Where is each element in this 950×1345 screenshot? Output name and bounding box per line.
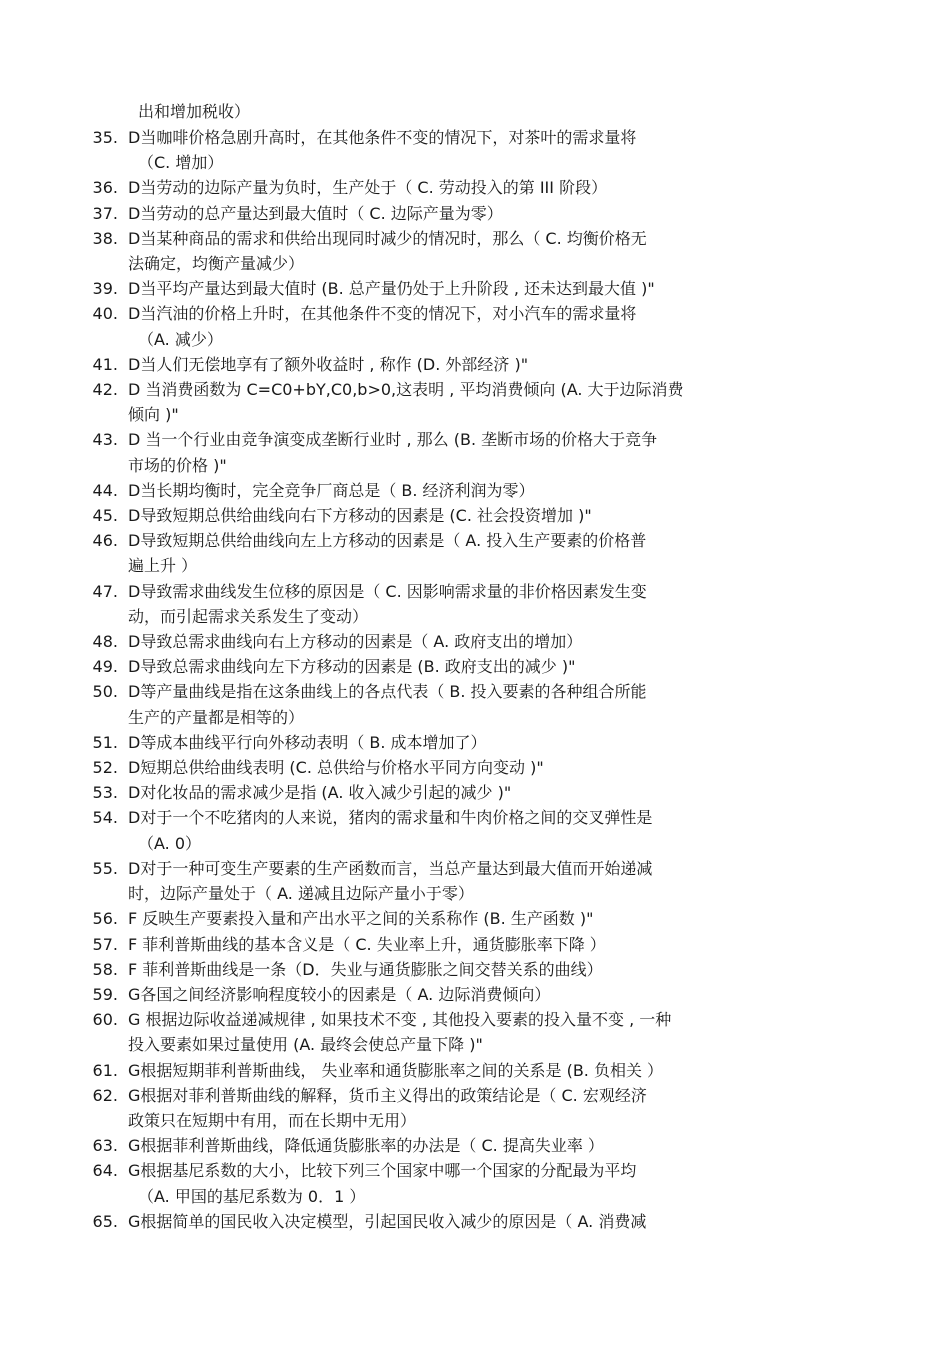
list-item (0, 377, 950, 427)
item-line: 法确定，均衡产量减少） (128, 254, 305, 274)
list-item (0, 982, 950, 1007)
item-line: 倾向 )" (128, 405, 179, 425)
item-text (128, 1058, 758, 1083)
list-item (0, 1133, 950, 1158)
list-item (0, 579, 950, 629)
list-item (0, 276, 950, 301)
item-line: D 当一个行业由竞争演变成垄断行业时 , 那么 (B. 垄断市场的价格大于竞争 (128, 430, 658, 450)
list-item (0, 957, 950, 982)
item-text (128, 856, 758, 906)
item-line: D当劳动的边际产量为负时，生产处于（ C. 劳动投入的第 III 阶段） (128, 178, 608, 198)
list-item (0, 856, 950, 906)
item-text (128, 654, 758, 679)
item-line: G各国之间经济影响程度较小的因素是（ A. 边际消费倾向） (128, 984, 551, 1004)
list-item (0, 427, 950, 477)
item-text (128, 780, 758, 805)
item-text (128, 201, 758, 226)
item-number: 50. (92, 682, 118, 702)
item-line: G根据基尼系数的大小，比较下列三个国家中哪一个国家的分配最为平均 (128, 1161, 637, 1181)
item-line: D当人们无偿地享有了额外收益时 , 称作 (D. 外部经济 )" (128, 354, 529, 374)
item-line: （A. 减少） (138, 329, 223, 349)
list-item (0, 1058, 950, 1083)
item-text (128, 352, 758, 377)
item-line: 生产的产量都是相等的） (128, 707, 305, 727)
list-item (0, 805, 950, 855)
list-item (0, 780, 950, 805)
item-number: 35. (92, 128, 118, 147)
item-text (128, 427, 758, 477)
list-item (0, 301, 950, 351)
item-text (128, 730, 758, 755)
item-number: 39. (92, 279, 118, 299)
item-line: 政策只在短期中有用，而在长期中无用） (128, 1110, 417, 1130)
item-line: D导致总需求曲线向右上方移动的因素是（ A. 政府支出的增加） (128, 632, 583, 652)
continued-text: 出和增加税收） (138, 102, 251, 121)
item-number: 48. (92, 632, 118, 652)
list-item (0, 503, 950, 528)
item-line: D对于一种可变生产要素的生产函数而言，当总产量达到最大值而开始递减 (128, 858, 653, 878)
item-number: 53. (92, 783, 118, 803)
item-text (128, 125, 758, 175)
list-item (0, 352, 950, 377)
item-line: （A. 0） (138, 833, 202, 853)
item-line: G根据简单的国民收入决定模型，引起国民收入减少的原因是（ A. 消费减 (128, 1211, 647, 1231)
item-text (128, 478, 758, 503)
item-line: F 菲利普斯曲线是一条（D．失业与通货膨胀之间交替关系的曲线） (128, 959, 603, 979)
item-line: D当汽油的价格上升时，在其他条件不变的情况下，对小汽车的需求量将 (128, 304, 637, 324)
item-text (128, 503, 758, 528)
item-text (128, 805, 758, 855)
item-number: 38. (92, 228, 118, 248)
list-item (0, 175, 950, 200)
list-item (0, 1083, 950, 1133)
item-text (128, 1133, 758, 1158)
item-line: D导致短期总供给曲线向左上方移动的因素是（ A. 投入生产要素的价格普 (128, 531, 647, 551)
item-line: 动，而引起需求关系发生了变动） (128, 606, 369, 626)
item-text (128, 528, 758, 578)
list-item (0, 629, 950, 654)
list-item (0, 201, 950, 226)
item-number: 58. (92, 959, 118, 979)
item-number: 43. (92, 430, 118, 450)
item-number: 65. (92, 1211, 118, 1231)
item-number: 46. (92, 531, 118, 551)
item-number: 59. (92, 984, 118, 1004)
item-text (128, 276, 758, 301)
item-number: 42. (92, 380, 118, 400)
item-text (128, 1158, 758, 1208)
item-text (128, 629, 758, 654)
item-number: 62. (92, 1085, 118, 1105)
list-item (0, 906, 950, 931)
item-text (128, 957, 758, 982)
item-number: 52. (92, 758, 118, 778)
list-item (0, 478, 950, 503)
item-line: D等成本曲线平行向外移动表明（ B. 成本增加了） (128, 732, 487, 752)
item-line: G根据短期菲利普斯曲线， 失业率和通货膨胀率之间的关系是 (B. 负相关 ） (128, 1060, 664, 1080)
list-item (0, 654, 950, 679)
item-line: D导致总需求曲线向左下方移动的因素是 (B. 政府支出的减少 )" (128, 657, 576, 677)
item-line: 遍上升 ） (128, 556, 198, 576)
item-text (128, 175, 758, 200)
item-line: F 反映生产要素投入量和产出水平之间的关系称作 (B. 生产函数 )" (128, 909, 594, 929)
list-item (0, 932, 950, 957)
item-number: 54. (92, 808, 118, 828)
item-text (128, 1209, 758, 1234)
item-text (128, 1007, 758, 1057)
item-line: D当长期均衡时，完全竞争厂商总是（ B. 经济利润为零） (128, 480, 535, 500)
item-line: 市场的价格 )" (128, 455, 227, 475)
list-item (0, 730, 950, 755)
item-text (128, 226, 758, 276)
list-item (0, 226, 950, 276)
item-text (128, 932, 758, 957)
item-number: 60. (92, 1010, 118, 1030)
item-line: D当平均产量达到最大值时 (B. 总产量仍处于上升阶段 , 还未达到最大值 )" (128, 279, 655, 299)
list-item (0, 679, 950, 729)
item-text (128, 755, 758, 780)
item-number: 55. (92, 858, 118, 878)
item-number: 51. (92, 732, 118, 752)
list-item (0, 125, 950, 175)
list-item (0, 528, 950, 578)
item-line: D等产量曲线是指在这条曲线上的各点代表（ B. 投入要素的各种组合所能 (128, 682, 647, 702)
item-line: （A. 甲国的基尼系数为 0．1 ） (138, 1186, 366, 1206)
item-line: D当劳动的总产量达到最大值时（ C. 边际产量为零） (128, 203, 503, 223)
item-number: 64. (92, 1161, 118, 1181)
item-line: F 菲利普斯曲线的基本含义是（ C. 失业率上升，通货膨胀率下降 ） (128, 934, 606, 954)
list-item (0, 1007, 950, 1057)
item-line: G根据对菲利普斯曲线的解释，货币主义得出的政策结论是（ C. 宏观经济 (128, 1085, 647, 1105)
list-item (0, 1209, 950, 1234)
item-line: D对化妆品的需求减少是指 (A. 收入减少引起的减少 )" (128, 783, 512, 803)
item-line: G 根据边际收益递减规律 , 如果技术不变 , 其他投入要素的投入量不变 , 一种 (128, 1010, 672, 1030)
item-number: 57. (92, 934, 118, 954)
item-text (128, 301, 758, 351)
item-text (128, 1083, 758, 1133)
item-line: D对于一个不吃猪肉的人来说，猪肉的需求量和牛肉价格之间的交叉弹性是 (128, 808, 653, 828)
item-number: 49. (92, 657, 118, 677)
list-item (0, 755, 950, 780)
item-number: 47. (92, 581, 118, 601)
item-text (128, 377, 758, 427)
list-item (0, 1158, 950, 1208)
item-text (128, 679, 758, 729)
item-number: 63. (92, 1136, 118, 1156)
item-line: D短期总供给曲线表明 (C. 总供给与价格水平同方向变动 )" (128, 758, 544, 778)
item-number: 40. (92, 304, 118, 324)
item-line: D导致需求曲线发生位移的原因是（ C. 因影响需求量的非价格因素发生变 (128, 581, 647, 601)
item-number: 37. (92, 203, 118, 223)
question-list (0, 125, 950, 1234)
item-number: 45. (92, 506, 118, 526)
item-line: G根据菲利普斯曲线，降低通货膨胀率的办法是（ C. 提高失业率 ） (128, 1136, 604, 1156)
item-line: （C. 增加） (138, 153, 224, 173)
item-line: D导致短期总供给曲线向右下方移动的因素是 (C. 社会投资增加 )" (128, 506, 592, 526)
item-line: D当某种商品的需求和供给出现同时减少的情况时，那么（ C. 均衡价格无 (128, 228, 647, 248)
item-line: D 当消费函数为 C=C0+bY,C0,b>0,这表明 , 平均消费倾向 (A. 大于边际消费 (128, 380, 684, 400)
item-number: 61. (92, 1060, 118, 1080)
item-number: 36. (92, 178, 118, 198)
item-line: 时，边际产量处于（ A. 递减且边际产量小于零） (128, 884, 474, 904)
item-number: 56. (92, 909, 118, 929)
item-number: 41. (92, 354, 118, 374)
item-number: 44. (92, 480, 118, 500)
item-text (128, 982, 758, 1007)
item-text (128, 906, 758, 931)
item-text (128, 579, 758, 629)
item-line: D当咖啡价格急剧升高时，在其他条件不变的情况下，对茶叶的需求量将 (128, 128, 637, 147)
item-line: 投入要素如果过量使用 (A. 最终会使总产量下降 )" (128, 1035, 483, 1055)
